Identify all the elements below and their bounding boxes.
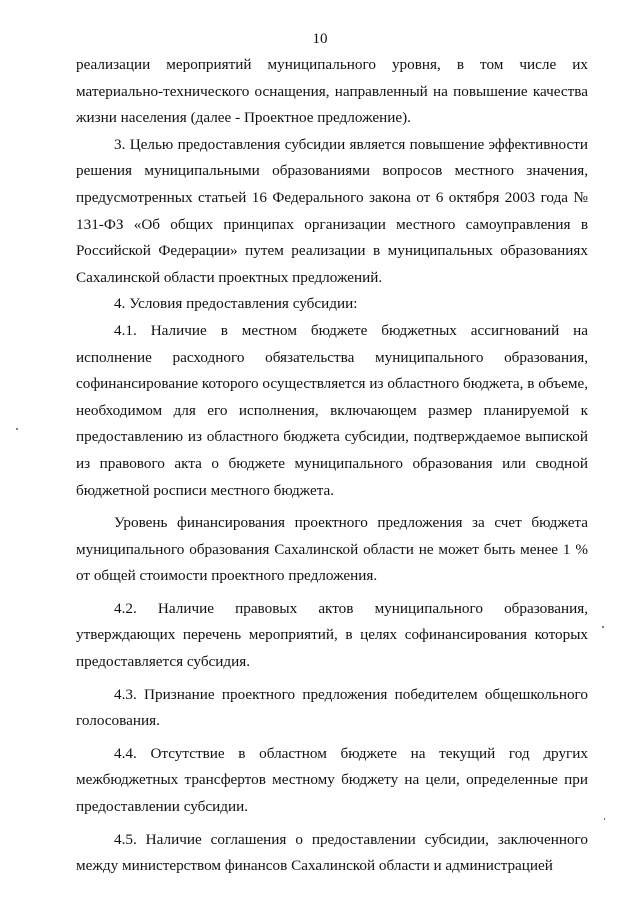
document-body xyxy=(76,52,588,880)
paragraph-conditions-heading: 4. Условия предоставления субсидии: xyxy=(114,295,358,313)
paragraph-condition-4-3: 4.3. Признание проектного предложения победителем общешкольного голосования. xyxy=(76,685,588,730)
paragraph-condition-4-2: 4.2. Наличие правовых актов муниципального образования, утверждающих перечень мероприятий, в целях софинансирования которых предоставляется субсидия. xyxy=(76,599,588,671)
paragraph-subsidy-goal: 3. Целью предоставления субсидии является повышение эффективности решения муниципальными образованиями вопросов местного значения, предусмотренных статьей 16 Федерального закона от 6 октября 2003 года № 131-ФЗ «Об общих принципах организации местного самоуправления в Российской Федерации» путем реализации в муниципальных образованиях Сахалинской области проектных предложений. xyxy=(76,135,588,286)
paragraph-financing-level: Уровень финансирования проектного предложения за счет бюджета муниципального образования Сахалинской области не может быть менее 1 % от общей стоимости проектного предложения. xyxy=(76,514,588,585)
scan-speck xyxy=(602,626,604,628)
page-number: 10 xyxy=(312,31,328,47)
scan-speck xyxy=(16,428,18,430)
paragraph-continuation: реализации мероприятий муниципального уровня, в том числе их материально-технического оснащения, направленный на повышение качества жизни населения (далее - Проектное предложение). xyxy=(76,56,588,127)
paragraph-condition-4-1: 4.1. Наличие в местном бюджете бюджетных ассигнований на исполнение расходного обязательства муниципального образования, софинансирование которого осуществляется из областного бюджета, в объеме, необходимом для его исполнения, включающем размер планируемой к предоставлению из областного бюджета субсидии, подтверждаемое выпиской из правового акта о бюджете муниципального образования или сводной бюджетной росписи местного бюджета. xyxy=(76,321,588,499)
paragraph-condition-4-4: 4.4. Отсутствие в областном бюджете на текущий год других межбюджетных трансфертов местному бюджету на цели, определенные при предоставлении субсидии. xyxy=(76,744,588,816)
paragraph-condition-4-5: 4.5. Наличие соглашения о предоставлении субсидии, заключенного между министерством финансов Сахалинской области и администрацией xyxy=(76,830,588,875)
scan-speck xyxy=(604,818,605,820)
